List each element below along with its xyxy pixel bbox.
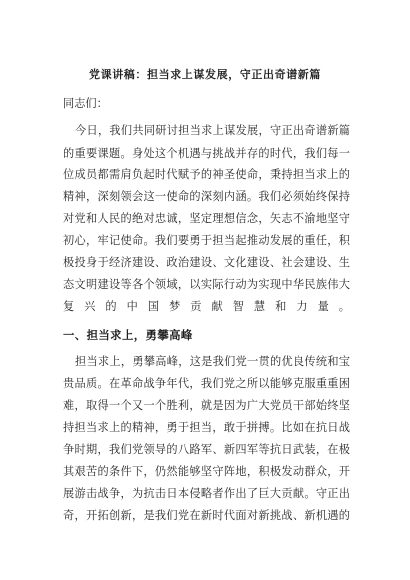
paragraph-line: 贵品质。在革命战争年代，我们党之所以能够克服重重困: [63, 377, 350, 390]
paragraph-line: 位成员都需肩负起时代赋予的神圣使命，秉持担当求上的: [63, 168, 350, 181]
paragraph-line: 态文明建设等各个领域，以实际行动为实现中华民族伟大: [63, 278, 350, 291]
paragraph-line: 极投身于经济建设、政治建设、文化建设、社会建设、生: [63, 256, 350, 269]
paragraph-line: 对党和人民的绝对忠诚，坚定理想信念，矢志不渝地坚守: [63, 212, 350, 225]
paragraph-line: 难，取得一个又一个胜利，就是因为广大党员干部始终坚: [63, 399, 350, 412]
paragraph-line: 今日，我们共同研讨担当求上谋发展，守正出奇谱新篇: [75, 124, 350, 137]
section-heading: 一、担当求上，勇攀高峰: [63, 328, 193, 342]
paragraph-line: 的重要课题。身处这个机遇与挑战并存的时代，我们每一: [63, 147, 350, 160]
paragraph-line: 争时期，我们党领导的八路军、新四军等抗日武装，在极: [63, 443, 350, 456]
paragraph-line: 奇，开拓创新，是我们党在新时代面对新挑战、新机遇的: [63, 509, 350, 522]
paragraph-line: 复兴的中国梦贡献智慧和力量。: [63, 300, 350, 313]
paragraph-line: 初心，牢记使命。我们要勇于担当起推动发展的重任，积: [63, 234, 350, 247]
paragraph-line: 其艰苦的条件下，仍然能够坚守阵地，积极发动群众，开: [63, 465, 350, 478]
paragraph-line: 展游击战争，为抗击日本侵略者作出了巨大贡献。守正出: [63, 487, 350, 500]
greeting: 同志们：: [63, 97, 108, 110]
paragraph-line: 持担当求上的精神，勇于担当，敢于拼搏。比如在抗日战: [63, 421, 350, 434]
document-title: 党课讲稿：担当求上谋发展，守正出奇谱新篇: [89, 68, 321, 81]
paragraph-line: 精神，深刻领会这一使命的深刻内涵。我们必须始终保持: [63, 190, 350, 203]
paragraph-line: 担当求上，勇攀高峰，这是我们党一贯的优良传统和宝: [75, 355, 350, 368]
